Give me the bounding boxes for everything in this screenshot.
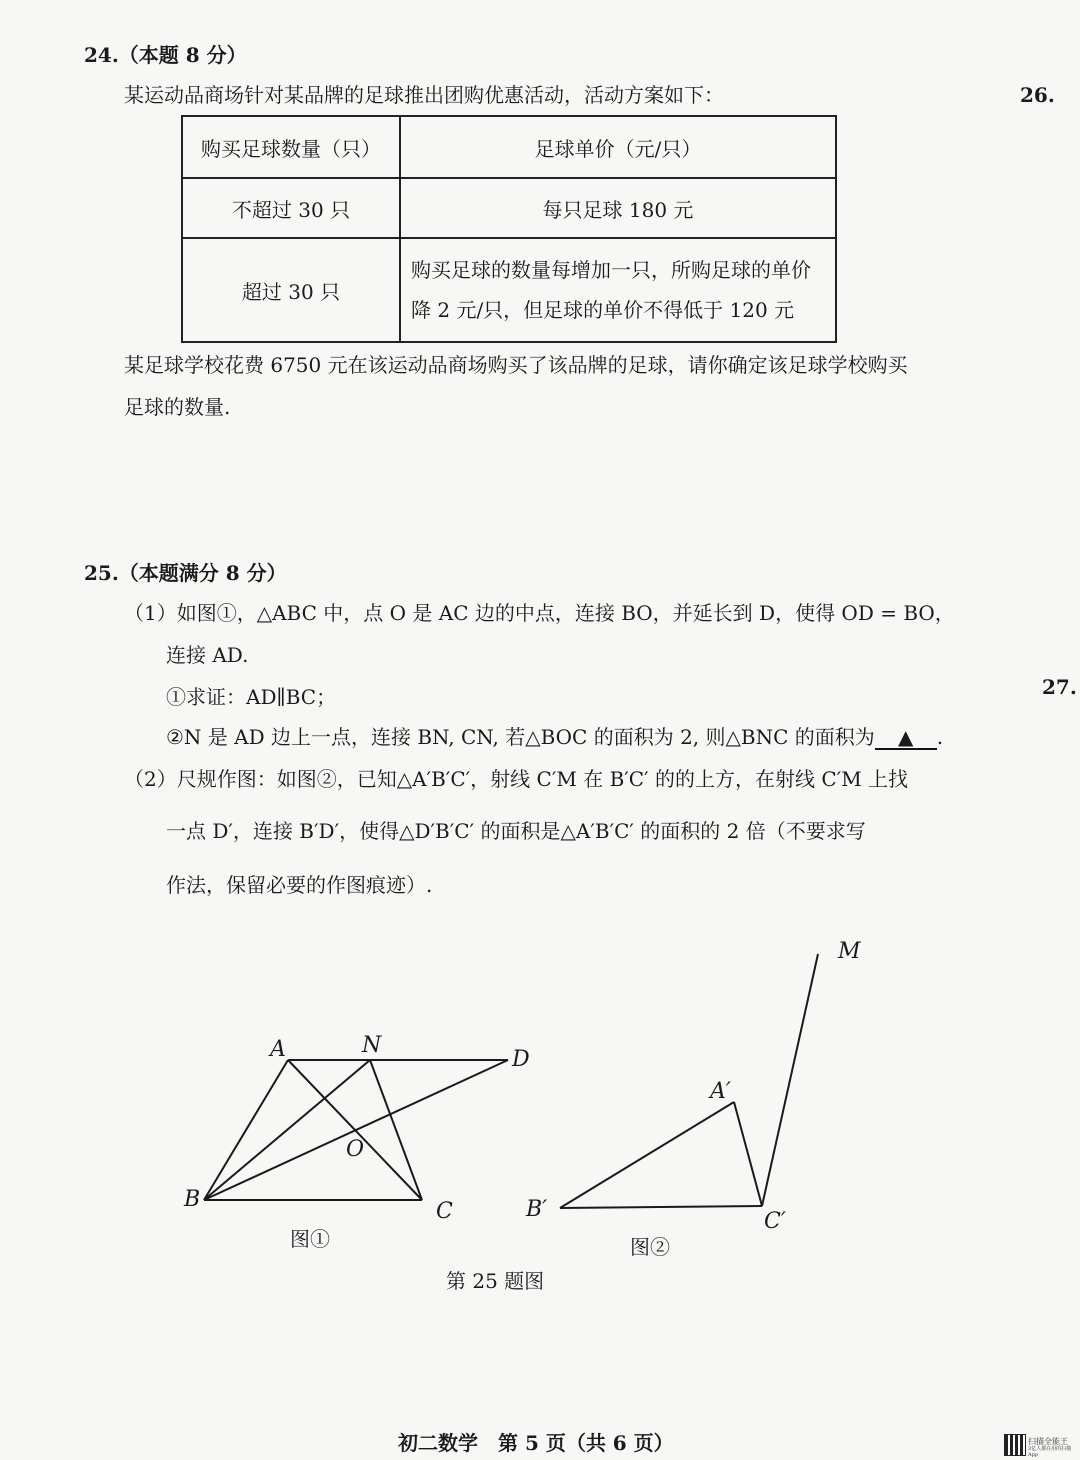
label-n: N [362, 1033, 382, 1058]
q25-part2: （2）尺规作图：如图②，已知△A′B′C′，射线 C′M 在 B′C′ 的的上方，在射线 C′M 上找 [124, 767, 909, 791]
label-c: C [436, 1199, 453, 1224]
table-cell-quantity: 超过 30 只 [182, 238, 400, 342]
label-m: M [838, 939, 861, 964]
table-cell-price-rule [400, 238, 836, 342]
label-b-prime: B′ [526, 1197, 548, 1222]
q25-part1-area [166, 722, 943, 752]
brand-tagline: 3亿人都在用的扫描App [1028, 1446, 1072, 1458]
side-question-number: 26. [1020, 83, 1055, 107]
segment-cn [370, 1060, 422, 1200]
price-rule-line: 降 2 元/只，但足球的单价不得低于 120 元 [411, 298, 795, 322]
q24-intro: 某运动品商场针对某品牌的足球推出团购优惠活动，活动方案如下： [124, 83, 724, 107]
q25-number: 25. [84, 561, 119, 585]
table-row [182, 178, 836, 238]
q24-heading [84, 40, 247, 70]
table-header-unit-price: 足球单价（元/只） [400, 116, 836, 178]
table-header-quantity: 购买足球数量（只） [182, 116, 400, 178]
segment-bd [204, 1060, 508, 1200]
figure-2-caption: 图② [630, 1235, 670, 1259]
q25-area-question: ②N 是 AD 边上一点，连接 BN, CN, 若△BOC 的面积为 2, 则△BNC 的面积为 [166, 725, 875, 749]
label-o: O [346, 1137, 365, 1162]
q24-number: 24. [84, 43, 119, 67]
side-question-number: 27. [1042, 675, 1077, 699]
q24-score: （本题 8 分） [118, 43, 247, 67]
q25-part2: 一点 D′，连接 B′D′，使得△D′B′C′ 的面积是△A′B′C′ 的面积的 2 倍（不要求写 [166, 819, 866, 843]
q25-part2: 作法，保留必要的作图痕迹）. [166, 873, 433, 897]
figure-caption: 第 25 题图 [446, 1269, 545, 1293]
figure-1 [160, 1020, 560, 1260]
table-row [182, 238, 836, 342]
q24-question: 足球的数量. [124, 395, 231, 419]
figure-1-caption: 图① [290, 1227, 330, 1251]
answer-blank[interactable] [875, 726, 937, 750]
q25-part1: 连接 AD. [166, 643, 249, 667]
triangle-icon: ▲ [898, 725, 914, 749]
label-c-prime: C′ [764, 1209, 786, 1234]
label-a-prime: A′ [710, 1079, 731, 1104]
qr-code-icon [1004, 1434, 1026, 1456]
q25-area-end: . [936, 725, 944, 749]
segment-ab [204, 1060, 288, 1200]
q24-question: 某足球学校花费 6750 元在该运动品商场购买了该品牌的足球，请你确定该足球学校购买 [124, 353, 908, 377]
price-rule-line: 购买足球的数量每增加一只，所购足球的单价 [411, 258, 811, 282]
scanner-brand [1028, 1437, 1080, 1458]
q25-score: （本题满分 8 分） [118, 561, 287, 585]
table-cell-price: 每只足球 180 元 [400, 178, 836, 238]
label-d: D [512, 1047, 530, 1072]
q25-heading [84, 558, 287, 588]
segment-b-c [560, 1206, 762, 1208]
q25-part1: （1）如图①，△ABC 中，点 O 是 AC 边的中点，连接 BO，并延长到 D，使得 OD = BO， [124, 601, 955, 625]
label-b: B [184, 1187, 201, 1212]
figure-2 [520, 930, 880, 1270]
brand-name: 扫描全能王 [1028, 1437, 1068, 1446]
segment-b-a [560, 1102, 734, 1208]
table-row [182, 116, 836, 178]
page-footer: 初二数学 第 5 页（共 6 页） [398, 1431, 674, 1455]
label-a: A [270, 1037, 286, 1062]
pricing-table [181, 115, 837, 343]
q25-part1-proof: ①求证：AD∥BC； [166, 685, 337, 709]
ray-cm [762, 954, 818, 1206]
segment-a-c [734, 1102, 762, 1206]
segment-bn [204, 1060, 370, 1200]
table-cell-quantity: 不超过 30 只 [182, 178, 400, 238]
